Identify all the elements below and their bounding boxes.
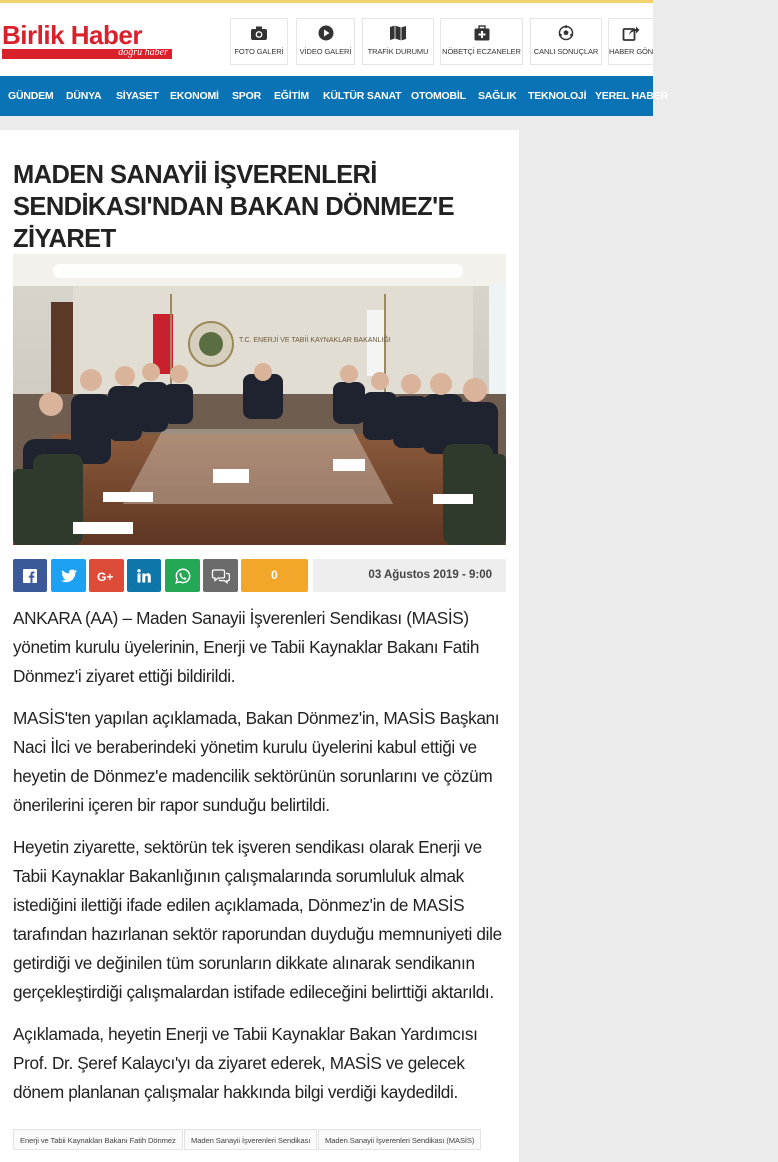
quick-link-label: CANLI SONUÇLAR (533, 47, 599, 56)
svg-text:G+: G+ (96, 569, 113, 584)
nav-item-otomobil[interactable]: OTOMOBİL (411, 90, 466, 102)
soccer-ball-icon (557, 25, 575, 41)
article-paragraph: Heyetin ziyarette, sektörün tek işveren sendikası olarak Enerji ve Tabii Kaynaklar Bakanlığının çalışmalarında sorumluluk almak istediğini ilettiği ifade edilen açıklamada, Dönmez'in de MASİS tarafından hazırlanan sektör raporundan duyduğu memnuniyeti dile getirdiği ve değinilen tüm sorunların dikkate alınarak sendikanın gerçekleştirdiği çalışmalardan istifade edileceğini belirttiği aktarıldı. (13, 837, 502, 1002)
nav-item-dunya[interactable]: DÜNYA (66, 90, 102, 102)
quick-link-label: TRAFİK DURUMU (367, 47, 429, 56)
quick-link-live-scores[interactable] (530, 18, 602, 65)
tag-link[interactable]: Enerji ve Tabii Kaynakları Bakanı Fatih Dönmez (13, 1129, 183, 1150)
quick-link-label: FOTO GALERİ (234, 47, 284, 56)
comment-icon (212, 568, 230, 583)
article-title: MADEN SANAYİİ İŞVERENLERİ SENDİKASI'NDAN BAKAN DÖNMEZ'E ZİYARET (13, 161, 454, 254)
share-twitter-button[interactable] (51, 559, 86, 592)
article-paragraph: Açıklamada, heyetin Enerji ve Tabii Kaynaklar Bakan Yardımcısı Prof. Dr. Şeref Kalaycı'yı da ziyaret ederek, MASİS ve gelecek dönem planlanan çalışmalar hakkında bilgi verdiği kaydedildi. (13, 1024, 478, 1102)
quick-link-label: NÖBETÇİ ECZANELER (442, 47, 521, 56)
whatsapp-icon (175, 568, 190, 583)
article-body (13, 604, 508, 1120)
article-paragraph: ANKARA (AA) – Maden Sanayii İşverenleri Sendikası (MASİS) yönetim kurulu üyelerinin, Enerji ve Tabii Kaynaklar Bakanı Fatih Dönmez'i ziyaret ettiği bildirildi. (13, 608, 480, 686)
nav-item-kultur-sanat[interactable]: KÜLTÜR SANAT (323, 90, 402, 102)
quick-link-photo-gallery[interactable] (230, 18, 288, 65)
medkit-icon (473, 25, 491, 41)
nav-item-yerel-haber[interactable]: YEREL HABER (595, 90, 668, 102)
share-facebook-button[interactable] (13, 559, 47, 592)
nav-item-spor[interactable]: SPOR (232, 90, 261, 102)
play-icon (317, 25, 335, 41)
comment-button[interactable] (203, 559, 238, 592)
quick-link-send-news[interactable] (608, 18, 653, 65)
camera-icon (250, 25, 268, 41)
share-icon (622, 25, 640, 41)
linkedin-icon (137, 569, 151, 583)
article-photo[interactable] (13, 254, 506, 545)
nav-item-saglik[interactable]: SAĞLIK (478, 90, 517, 102)
tag-link[interactable]: Maden Sanayii İşverenleri Sendikası (MASİS) (318, 1129, 481, 1150)
quick-link-label: VİDEO GALERİ (299, 47, 352, 56)
nav-item-ekonomi[interactable]: EKONOMİ (170, 90, 219, 102)
share-googleplus-button[interactable] (89, 559, 124, 592)
facebook-icon (23, 569, 37, 583)
share-whatsapp-button[interactable] (165, 559, 200, 592)
site-header (0, 3, 653, 76)
googleplus-icon (97, 570, 117, 582)
main-nav (0, 76, 668, 116)
nav-item-egitim[interactable]: EĞİTİM (274, 90, 309, 102)
comment-count-badge[interactable]: 0 (241, 559, 308, 592)
nav-item-teknoloji[interactable]: TEKNOLOJİ (528, 90, 587, 102)
nav-item-siyaset[interactable]: SİYASET (116, 90, 159, 102)
tag-link[interactable]: Maden Sanayii İşverenleri Sendikası (184, 1129, 317, 1150)
twitter-icon (61, 569, 77, 582)
share-linkedin-button[interactable] (127, 559, 161, 592)
quick-link-pharmacies[interactable] (440, 18, 523, 65)
article-date: 03 Ağustos 2019 - 9:00 (313, 559, 506, 592)
photo-sign-text: T.C. ENERJİ VE TABİİ KAYNAKLAR BAKANLIĞI (239, 337, 391, 344)
site-logo[interactable] (2, 20, 174, 64)
quick-link-traffic[interactable] (362, 18, 434, 65)
logo-text: Birlik Haber (2, 20, 142, 50)
quick-link-video-gallery[interactable] (296, 18, 355, 65)
quick-link-label: HABER GÖN (609, 47, 654, 56)
map-icon (389, 25, 407, 41)
nav-item-gundem[interactable]: GÜNDEM (8, 90, 54, 102)
article-paragraph: MASİS'ten yapılan açıklamada, Bakan Dönmez'in, MASİS Başkanı Naci İlci ve beraberindeki yönetim kurulu üyelerini kabul ettiği ve heyetin de Dönmez'e madencilik sektörünün sorunlarını ve çözüm önerilerini içeren bir rapor sunduğu belirtildi. (13, 708, 500, 815)
logo-slogan: doğru haber (118, 47, 168, 58)
